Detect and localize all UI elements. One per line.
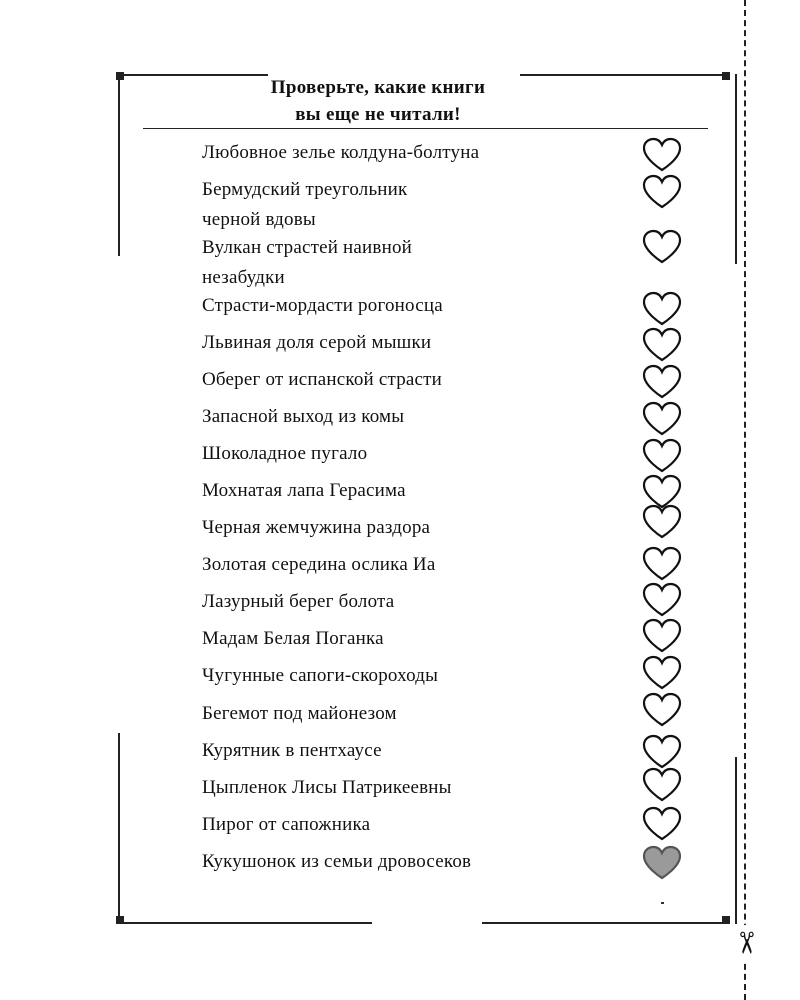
book-title: Любовное зелье колдуна-болтуна	[202, 142, 480, 163]
book-title: Оберег от испанской страсти	[202, 369, 443, 390]
book-item	[202, 587, 622, 617]
frame-corner	[116, 916, 124, 924]
book-item	[202, 550, 622, 580]
book-item	[202, 291, 622, 321]
frame-bottom-left	[120, 922, 372, 924]
book-title: Страсти-мордасти рогоносца	[202, 295, 443, 316]
heart-outline-icon[interactable]	[641, 438, 683, 474]
book-title-continued: незабудки	[202, 267, 285, 288]
heart-outline-icon[interactable]	[641, 364, 683, 400]
book-title: Курятник в пентхаусе	[202, 740, 382, 761]
book-item	[202, 513, 622, 543]
book-item	[202, 847, 622, 877]
book-title: Запасной выход из комы	[202, 406, 405, 427]
heart-outline-icon[interactable]	[641, 174, 683, 210]
book-title: Мохнатая лапа Герасима	[202, 480, 406, 501]
heart-outline-icon[interactable]	[641, 655, 683, 691]
book-title: Бегемот под майонезом	[202, 703, 397, 724]
heart-outline-icon[interactable]	[641, 229, 683, 265]
book-item	[202, 736, 622, 766]
book-title: Мадам Белая Поганка	[202, 628, 384, 649]
book-item	[202, 773, 622, 803]
heart-outline-icon[interactable]	[641, 692, 683, 728]
book-item	[202, 439, 622, 469]
book-item	[202, 661, 622, 691]
book-title: Пирог от сапожника	[202, 814, 371, 835]
heart-outline-icon[interactable]	[641, 401, 683, 437]
heart-outline-icon[interactable]	[641, 806, 683, 842]
heart-outline-icon[interactable]	[641, 582, 683, 618]
heart-outline-icon[interactable]	[641, 618, 683, 654]
book-title: Золотая середина ослика Иа	[202, 554, 436, 575]
book-item	[202, 175, 622, 235]
title-line-1: Проверьте, какие книги	[270, 77, 486, 98]
book-item	[202, 365, 622, 395]
book-item	[202, 233, 622, 293]
frame-left-upper	[118, 74, 120, 256]
book-title: Кукушонок из семьи дровосеков	[202, 851, 472, 872]
heart-outline-icon[interactable]	[641, 734, 683, 770]
frame-corner	[116, 72, 124, 80]
book-title: Чугунные сапоги-скороходы	[202, 665, 439, 686]
heart-outline-icon[interactable]	[641, 546, 683, 582]
heart-filled-icon[interactable]	[641, 845, 683, 881]
book-title: Бермудский треугольник	[202, 179, 408, 200]
title-line-2: вы еще не читали!	[295, 104, 461, 125]
heart-outline-icon[interactable]	[641, 504, 683, 540]
decorative-dot	[661, 902, 664, 904]
heart-outline-icon[interactable]	[641, 291, 683, 327]
book-title: Вулкан страстей наивной	[202, 237, 413, 258]
frame-left-lower	[118, 733, 120, 924]
frame-corner	[722, 916, 730, 924]
frame-corner	[722, 72, 730, 80]
book-item	[202, 402, 622, 432]
book-item	[202, 138, 622, 168]
frame-top-right	[520, 74, 725, 76]
book-item	[202, 328, 622, 358]
book-item	[202, 624, 622, 654]
frame-right-lower	[735, 757, 737, 924]
book-title: Шоколадное пугало	[202, 443, 368, 464]
frame-bottom-right	[482, 922, 725, 924]
title-divider	[143, 128, 708, 129]
heart-outline-icon[interactable]	[641, 327, 683, 363]
book-title: Цыпленок Лисы Патрикеевны	[202, 777, 452, 798]
frame-right-upper	[735, 74, 737, 264]
book-title: Львиная доля серой мышки	[202, 332, 432, 353]
heart-outline-icon[interactable]	[641, 767, 683, 803]
book-item	[202, 699, 622, 729]
book-title: Лазурный берег болота	[202, 591, 395, 612]
heart-outline-icon[interactable]	[641, 137, 683, 173]
book-item	[202, 476, 622, 506]
scissors-icon: ✂	[727, 925, 763, 961]
book-item	[202, 810, 622, 840]
book-title: Черная жемчужина раздора	[202, 517, 431, 538]
book-title-continued: черной вдовы	[202, 209, 316, 230]
page-title	[228, 74, 528, 128]
